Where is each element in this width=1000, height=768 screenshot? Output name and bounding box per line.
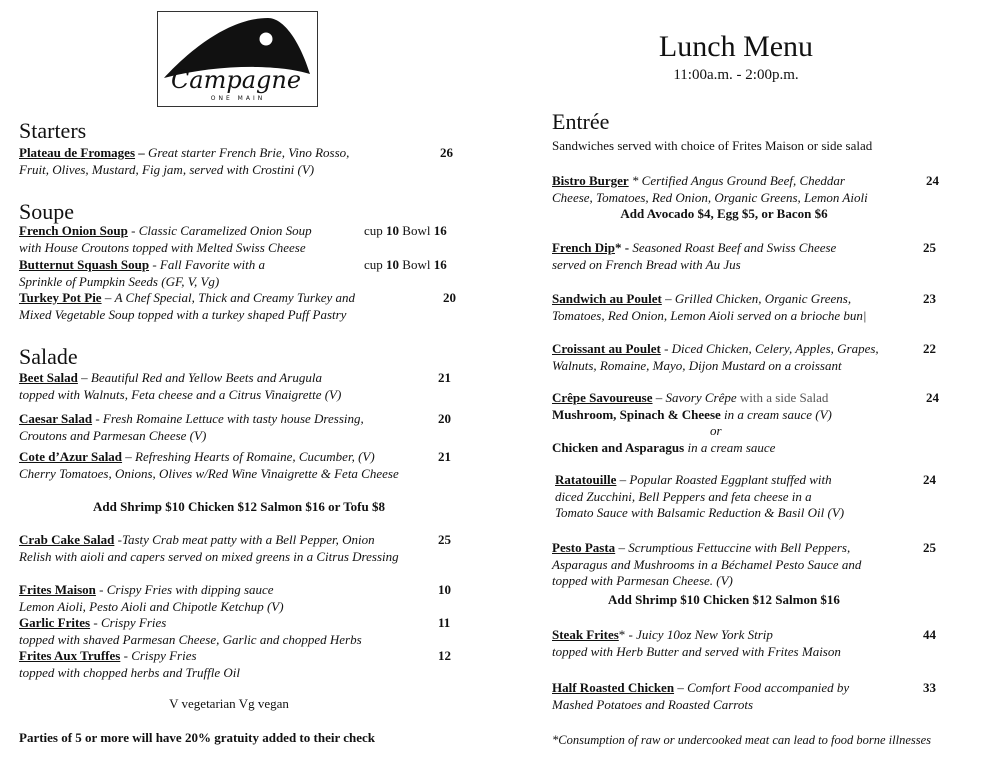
- item-desc: Certified Angus Ground Beef, Cheddar: [641, 173, 845, 188]
- item-sep: -: [149, 257, 160, 272]
- item-desc: Fall Favorite with a: [159, 257, 265, 272]
- item-sep: –: [77, 370, 91, 385]
- item-desc: A Chef Special, Thick and Creamy Turkey and: [114, 290, 356, 305]
- item-desc-side: with a side Salad: [739, 390, 829, 405]
- item-desc: Popular Roasted Eggplant stuffed with: [629, 472, 832, 487]
- item-name: Ratatouille: [555, 472, 617, 487]
- item-desc: Sprinkle of Pumpkin Seeds (GF, V, Vg): [19, 273, 220, 289]
- item-sep: *: [628, 173, 642, 188]
- item-desc: topped with chopped herbs and Truffle Oil: [19, 664, 240, 680]
- price-cup: 10: [386, 223, 400, 238]
- item-price: 24: [923, 472, 936, 487]
- item-name: Frites Aux Truffes: [19, 648, 121, 663]
- item-name: Beet Salad: [19, 370, 78, 385]
- item-desc: Diced Chicken, Celery, Apples, Grapes,: [671, 341, 879, 356]
- item-desc: Seasoned Roast Beef and Swiss Cheese: [632, 240, 837, 255]
- item-variant: Mushroom, Spinach & Cheese: [552, 406, 721, 422]
- item-desc: Asparagus and Mushrooms in a Béchamel Pesto Sauce and: [552, 556, 862, 572]
- item-desc: Cherry Tomatoes, Onions, Olives w/Red Wine Vinaigrette & Feta Cheese: [19, 465, 399, 481]
- menu-item: [19, 449, 459, 482]
- item-price: 44: [923, 627, 936, 642]
- price-bowl-label: Bowl: [399, 257, 434, 272]
- item-name: Bistro Burger: [552, 173, 629, 188]
- item-sep: * -: [614, 240, 633, 255]
- item-price: 12: [438, 648, 451, 663]
- item-or: or: [710, 423, 722, 438]
- item-desc: Beautiful Red and Yellow Beets and Arugula: [90, 370, 322, 385]
- salad-addon: Add Shrimp $10 Chicken $12 Salmon $16 or Tofu $8: [93, 499, 385, 514]
- section-salade: Salade: [19, 344, 78, 369]
- item-desc: Croutons and Parmesan Cheese (V): [19, 427, 207, 443]
- item-desc: Great starter French Brie, Vino Rosso,: [148, 145, 350, 160]
- price-bowl: 16: [433, 223, 447, 238]
- item-name: Garlic Frites: [19, 615, 91, 630]
- item-desc: with House Croutons topped with Melted Swiss Cheese: [19, 239, 306, 255]
- section-entree: Entrée: [552, 109, 610, 134]
- item-sep: –: [661, 291, 675, 306]
- item-desc: Cheese, Tomatoes, Red Onion, Organic Greens, Lemon Aioli: [552, 189, 868, 205]
- item-price: [364, 257, 447, 274]
- entree-subtitle: Sandwiches served with choice of Frites Maison or side salad: [552, 138, 873, 153]
- item-desc: Tomatoes, Red Onion, Lemon Aioli served on a brioche bun|: [552, 307, 867, 323]
- item-variant: Chicken and Asparagus: [552, 439, 685, 455]
- item-desc: Savory Crêpe: [665, 390, 740, 405]
- item-name: French Onion Soup: [19, 223, 128, 238]
- item-price: 24: [926, 390, 939, 405]
- item-desc: Tasty Crab meat patty with a Bell Pepper, Onion: [121, 532, 375, 547]
- item-name: Crab Cake Salad: [19, 532, 115, 547]
- item-desc: in a cream sauce: [684, 439, 776, 455]
- item-price: 20: [438, 411, 451, 426]
- campagne-logo-icon: [158, 12, 317, 106]
- menu-hours: 11:00a.m. - 2:00p.m.: [673, 67, 799, 83]
- item-desc: diced Zucchini, Bell Peppers and feta cheese in a: [555, 488, 812, 504]
- item-desc: Mashed Potatoes and Roasted Carrots: [552, 696, 754, 712]
- item-name: Caesar Salad: [19, 411, 93, 426]
- item-desc: Mixed Vegetable Soup topped with a turkey shaped Puff Pastry: [19, 306, 347, 322]
- item-desc: Fresh Romaine Lettuce with tasty house Dressing,: [102, 411, 364, 426]
- logo: [157, 11, 318, 107]
- item-price: 11: [438, 615, 451, 630]
- price-cup-label: cup: [364, 223, 387, 238]
- price-bowl-label: Bowl: [399, 223, 434, 238]
- item-desc: topped with Walnuts, Feta cheese and a Citrus Vinaigrette (V): [19, 386, 342, 402]
- item-desc: Classic Caramelized Onion Soup: [138, 223, 312, 238]
- item-name: Steak Frites: [552, 627, 619, 642]
- item-price: 25: [923, 540, 936, 555]
- item-desc: Crispy Fries with dipping sauce: [106, 582, 274, 597]
- item-name: Pesto Pasta: [552, 540, 616, 555]
- item-sep: –: [674, 680, 688, 695]
- pasta-addon: Add Shrimp $10 Chicken $12 Salmon $16: [608, 592, 840, 607]
- item-sep: -: [95, 582, 107, 597]
- menu-item: [19, 411, 449, 444]
- item-name: French Dip: [552, 240, 615, 255]
- item-desc: Tomato Sauce with Balsamic Reduction & Basil Oil (V): [555, 505, 845, 520]
- gratuity-note: Parties of 5 or more will have 20% gratuity added to their check: [19, 730, 376, 745]
- item-price: 33: [923, 680, 936, 695]
- menu-item: [19, 648, 449, 681]
- menu-item: [19, 370, 449, 403]
- item-desc: Grilled Chicken, Organic Greens,: [674, 291, 852, 306]
- menu-item: [552, 291, 932, 324]
- item-desc: Scrumptious Fettuccine with Bell Peppers,: [628, 540, 851, 555]
- item-name: Cote d’Azur Salad: [19, 449, 123, 464]
- item-sep: –: [101, 290, 115, 305]
- item-desc: Crispy Fries: [131, 648, 197, 663]
- item-sep: –: [122, 449, 136, 464]
- item-desc: Crispy Fries: [100, 615, 167, 630]
- item-desc: Lemon Aioli, Pesto Aioli and Chipotle Ketchup (V): [19, 598, 284, 614]
- item-sep: -: [660, 341, 672, 356]
- item-desc: Refreshing Hearts of Romaine, Cucumber, (V): [135, 449, 375, 464]
- item-price: 24: [926, 173, 939, 188]
- raw-meat-disclaimer: *Consumption of raw or undercooked meat can lead to food borne illnesses: [552, 733, 932, 747]
- menu-item: [552, 627, 932, 660]
- menu-item: [552, 390, 932, 456]
- item-price: 23: [923, 291, 936, 306]
- item-name: Butternut Squash Soup: [19, 257, 150, 272]
- item-sep: -: [127, 223, 139, 238]
- item-price: 20: [443, 290, 456, 305]
- item-name: Plateau de Fromages: [19, 145, 136, 160]
- item-sep: -: [114, 532, 122, 547]
- price-bowl: 16: [433, 257, 447, 272]
- menu-item: [552, 240, 932, 273]
- burger-addon: Add Avocado $4, Egg $5, or Bacon $6: [620, 206, 828, 221]
- item-desc: topped with shaved Parmesan Cheese, Garlic and chopped Herbs: [19, 631, 362, 647]
- menu-item: [19, 532, 459, 565]
- menu-item: [19, 615, 449, 648]
- item-name: Crêpe Savoureuse: [552, 390, 653, 405]
- section-soupe: Soupe: [19, 199, 74, 224]
- diet-legend: V vegetarian Vg vegan: [169, 696, 289, 711]
- menu-item: [552, 173, 932, 206]
- item-desc: topped with Herb Butter and served with Frites Maison: [552, 643, 841, 659]
- item-name: Frites Maison: [19, 582, 96, 597]
- menu-item: [19, 582, 449, 615]
- menu-item: [552, 540, 932, 590]
- item-price: 25: [923, 240, 936, 255]
- item-price: 22: [923, 341, 936, 356]
- item-desc: served on French Bread with Au Jus: [552, 256, 741, 272]
- menu-item: [552, 680, 932, 713]
- item-desc: Relish with aioli and capers served on mixed greens in a Citrus Dressing: [19, 548, 399, 564]
- item-price: 21: [438, 370, 451, 385]
- item-name: Half Roasted Chicken: [552, 680, 675, 695]
- menu-item: [552, 341, 932, 374]
- section-starters: Starters: [19, 118, 87, 143]
- item-sep: -: [92, 411, 103, 426]
- item-sep: –: [135, 145, 149, 160]
- logo-subtext: ONE MAIN: [210, 95, 266, 102]
- item-desc: Juicy 10oz New York Strip: [636, 627, 773, 642]
- menu-item: [19, 145, 449, 178]
- item-sep: * -: [618, 627, 637, 642]
- price-cup: 10: [386, 257, 400, 272]
- item-sep: -: [90, 615, 101, 630]
- price-cup-label: cup: [364, 257, 387, 272]
- item-name: Turkey Pot Pie: [19, 290, 102, 305]
- item-sep: –: [616, 472, 630, 487]
- menu-item: [555, 472, 935, 522]
- item-sep: –: [615, 540, 629, 555]
- item-price: 25: [438, 532, 451, 547]
- item-desc: Comfort Food accompanied by: [687, 680, 850, 695]
- menu-title: Lunch Menu: [658, 30, 814, 63]
- menu-item: [19, 290, 449, 323]
- item-sep: –: [652, 390, 666, 405]
- logo-text: Campagne: [170, 66, 302, 94]
- item-price: 10: [438, 582, 451, 597]
- item-name: Croissant au Poulet: [552, 341, 661, 356]
- item-desc: in a cream sauce (V): [720, 406, 832, 422]
- item-sep: -: [120, 648, 132, 663]
- item-price: 21: [438, 449, 451, 464]
- item-desc: topped with Parmesan Cheese. (V): [552, 573, 733, 588]
- item-price: 26: [440, 145, 453, 160]
- item-price: [364, 223, 447, 240]
- item-desc: Fruit, Olives, Mustard, Fig jam, served with Crostini (V): [19, 161, 315, 177]
- item-desc: Walnuts, Romaine, Mayo, Dijon Mustard on a croissant: [552, 357, 842, 373]
- item-name: Sandwich au Poulet: [552, 291, 662, 306]
